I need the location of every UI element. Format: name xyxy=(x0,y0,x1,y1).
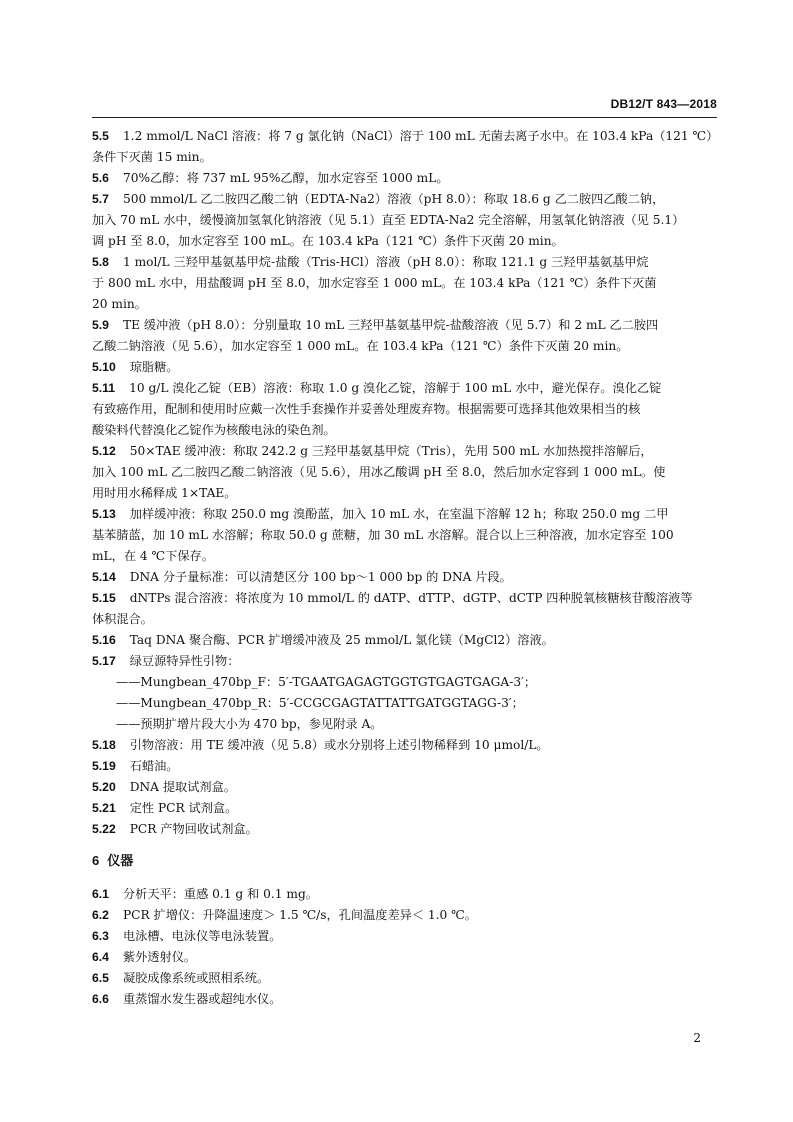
primer-text: ——Mungbean_470bp_R：5′-CCGCGAGTATTATTGATGGTAGG-3′； xyxy=(116,696,524,710)
clause-number: 6.1 xyxy=(92,887,109,901)
document-code: DB12/T 843—2018 xyxy=(610,97,717,111)
clause-number: 5.5 xyxy=(92,129,109,143)
clause-text: 电泳槽、电泳仪等电泳装置。 xyxy=(122,929,282,943)
clause-number: 5.21 xyxy=(92,801,116,815)
clause-line xyxy=(92,609,720,630)
clause-text: DNA 提取试剂盒。 xyxy=(129,780,236,794)
clause-line xyxy=(92,147,720,168)
clause-number: 5.18 xyxy=(92,738,116,752)
clause-line xyxy=(92,273,720,294)
clause-text: 乙酸二钠溶液（见 5.6），加水定容至 1 000 mL。在 103.4 kPa（121 ℃）条件下灭菌 20 min。 xyxy=(92,339,629,353)
clause-line xyxy=(92,630,720,651)
clause-line xyxy=(92,210,720,231)
clause-number: 5.11 xyxy=(92,381,116,395)
clause-text: 1 mol/L 三羟甲基氨基甲烷-盐酸（Tris-HCl）溶液（pH 8.0）：称取 121.1 g 三羟甲基氨基甲烷 xyxy=(122,255,649,269)
clause-line xyxy=(92,315,720,336)
clause-line xyxy=(92,651,720,672)
clause-line xyxy=(92,399,720,420)
section-heading xyxy=(92,850,720,872)
clause-text: 加入 100 mL 乙二胺四乙酸二钠溶液（见 5.6），用冰乙酸调 pH 至 8.0，然后加水定容到 1 000 mL。使 xyxy=(92,465,666,479)
section-number: 6 xyxy=(92,853,100,868)
section-gap xyxy=(92,840,720,850)
clause-text: DNA 分子量标准：可以清楚区分 100 bp～1 000 bp 的 DNA 片段。 xyxy=(129,570,512,584)
clause-text: 10 g/L 溴化乙锭（EB）溶液：称取 1.0 g 溴化乙锭，溶解于 100 mL 水中，避光保存。溴化乙锭 xyxy=(129,381,662,395)
clause-line xyxy=(92,525,720,546)
primer-item xyxy=(92,693,720,714)
clause-line xyxy=(92,168,720,189)
clause-line xyxy=(92,441,720,462)
clause-text: 50×TAE 缓冲液：称取 242.2 g 三羟甲基氨基甲烷（Tris），先用 500 mL 水加热搅拌溶解后， xyxy=(129,444,653,458)
clause-text: 加入 70 mL 水中，缓慢滴加氢氧化钠溶液（见 5.1）直至 EDTA-Na2 完全溶解，用氢氧化钠溶液（见 5.1） xyxy=(92,213,685,227)
section-title: 仪器 xyxy=(107,853,134,868)
primer-text: ——预期扩增片段大小为 470 bp，参见附录 A。 xyxy=(116,717,383,731)
clause-number: 6.3 xyxy=(92,929,109,943)
clause-line xyxy=(92,231,720,252)
clause-number: 5.13 xyxy=(92,507,116,521)
clause-line xyxy=(92,336,720,357)
clause-text: dNTPs 混合溶液：将浓度为 10 mmol/L 的 dATP、dTTP、dGTP、dCTP 四种脱氧核糖核苷酸溶液等 xyxy=(129,591,693,605)
clause-line xyxy=(92,819,720,840)
clause-line xyxy=(92,735,720,756)
clause-number: 5.22 xyxy=(92,822,116,836)
clause-text: mL，在 4 ℃下保存。 xyxy=(92,549,214,563)
clause-line xyxy=(92,378,720,399)
clause-number: 5.14 xyxy=(92,570,116,584)
primer-item xyxy=(92,714,720,735)
clause-text: Taq DNA 聚合酶、PCR 扩增缓冲液及 25 mmol/L 氯化镁（MgCl2）溶液。 xyxy=(129,633,554,647)
page-number: 2 xyxy=(693,1031,701,1045)
primer-text: ——Mungbean_470bp_F：5′-TGAATGAGAGTGGTGTGAGTGAGA-3′； xyxy=(116,675,537,689)
clause-text: 用时用水稀释成 1×TAE。 xyxy=(92,486,237,500)
clause-line xyxy=(92,189,720,210)
document-body xyxy=(92,126,720,1010)
clause-line xyxy=(92,947,720,968)
clause-text: TE 缓冲液（pH 8.0）：分别量取 10 mL 三羟甲基氨基甲烷-盐酸溶液（见 5.7）和 2 mL 乙二胺四 xyxy=(122,318,659,332)
clause-line xyxy=(92,126,720,147)
clause-number: 5.12 xyxy=(92,444,116,458)
clause-text: PCR 扩增仪：升降温速度＞ 1.5 ℃/s，孔间温度差异＜ 1.0 ℃。 xyxy=(122,908,477,922)
clause-text: 加样缓冲液：称取 250.0 mg 溴酚蓝，加入 10 mL 水，在室温下溶解 12 h；称取 250.0 mg 二甲 xyxy=(129,507,669,521)
clause-line xyxy=(92,420,720,441)
clause-text: 体积混合。 xyxy=(92,612,153,626)
clause-text: 绿豆源特异性引物： xyxy=(129,654,240,668)
clause-line xyxy=(92,483,720,504)
clause-line xyxy=(92,294,720,315)
clause-text: 石蜡油。 xyxy=(129,759,179,773)
clause-line xyxy=(92,588,720,609)
clause-text: 有致癌作用，配制和使用时应戴一次性手套操作并妥善处理废弃物。根据需要可选择其他效果相当的核 xyxy=(92,402,641,416)
clause-line xyxy=(92,926,720,947)
clause-number: 6.2 xyxy=(92,908,109,922)
clause-line xyxy=(92,357,720,378)
clause-line xyxy=(92,462,720,483)
clause-line xyxy=(92,504,720,525)
clause-text: 引物溶液：用 TE 缓冲液（见 5.8）或水分别将上述引物稀释到 10 μmol/L。 xyxy=(129,738,549,752)
clause-number: 5.19 xyxy=(92,759,116,773)
clause-text: 琼脂糖。 xyxy=(129,360,179,374)
clause-text: 于 800 mL 水中，用盐酸调 pH 至 8.0，加水定容至 1 000 mL。在 103.4 kPa（121 ℃）条件下灭菌 xyxy=(92,276,657,290)
clause-text: 基苯腈蓝，加 10 mL 水溶解；称取 50.0 g 蔗糖，加 30 mL 水溶解。混合以上三种溶液，加水定容至 100 xyxy=(92,528,674,542)
clause-number: 5.16 xyxy=(92,633,116,647)
clause-line xyxy=(92,905,720,926)
clause-text: 70%乙醇：将 737 mL 95%乙醇，加水定容至 1000 mL。 xyxy=(122,171,449,185)
clause-text: 分析天平：重感 0.1 g 和 0.1 mg。 xyxy=(122,887,318,901)
clause-text: 酸染料代替溴化乙锭作为核酸电泳的染色剂。 xyxy=(92,423,336,437)
clause-text: 紫外透射仪。 xyxy=(122,950,197,964)
clause-text: 调 pH 至 8.0，加水定容至 100 mL。在 103.4 kPa（121 ℃）条件下灭菌 20 min。 xyxy=(92,234,564,248)
clause-number: 5.8 xyxy=(92,255,109,269)
clause-text: 条件下灭菌 15 min。 xyxy=(92,150,212,164)
clause-line xyxy=(92,567,720,588)
section-gap xyxy=(92,872,720,884)
clause-line xyxy=(92,968,720,989)
clause-line xyxy=(92,252,720,273)
clause-line xyxy=(92,884,720,905)
clause-text: 500 mmol/L 乙二胺四乙酸二钠（EDTA-Na2）溶液（pH 8.0）：称取 18.6 g 乙二胺四乙酸二钠， xyxy=(122,192,665,206)
clause-number: 6.6 xyxy=(92,992,109,1006)
clause-number: 5.20 xyxy=(92,780,116,794)
clause-number: 5.15 xyxy=(92,591,116,605)
clause-number: 6.5 xyxy=(92,971,109,985)
clause-line xyxy=(92,989,720,1010)
clause-number: 5.17 xyxy=(92,654,116,668)
clause-number: 5.6 xyxy=(92,171,109,185)
clause-number: 5.7 xyxy=(92,192,109,206)
clause-number: 5.10 xyxy=(92,360,116,374)
clause-text: 凝胶成像系统或照相系统。 xyxy=(122,971,270,985)
clause-text: 重蒸馏水发生器或超纯水仪。 xyxy=(122,992,282,1006)
clause-number: 5.9 xyxy=(92,318,109,332)
clause-line xyxy=(92,798,720,819)
clause-text: 20 min。 xyxy=(92,297,147,311)
clause-text: PCR 产物回收试剂盒。 xyxy=(129,822,258,836)
clause-text: 1.2 mmol/L NaCl 溶液：将 7 g 氯化钠（NaCl）溶于 100 mL 无菌去离子水中。在 103.4 kPa（121 ℃） xyxy=(122,129,719,143)
clause-number: 6.4 xyxy=(92,950,109,964)
clause-line xyxy=(92,546,720,567)
clause-line xyxy=(92,777,720,798)
clause-text: 定性 PCR 试剂盒。 xyxy=(129,801,238,815)
header-rule xyxy=(92,117,717,118)
clause-line xyxy=(92,756,720,777)
primer-item xyxy=(92,672,720,693)
